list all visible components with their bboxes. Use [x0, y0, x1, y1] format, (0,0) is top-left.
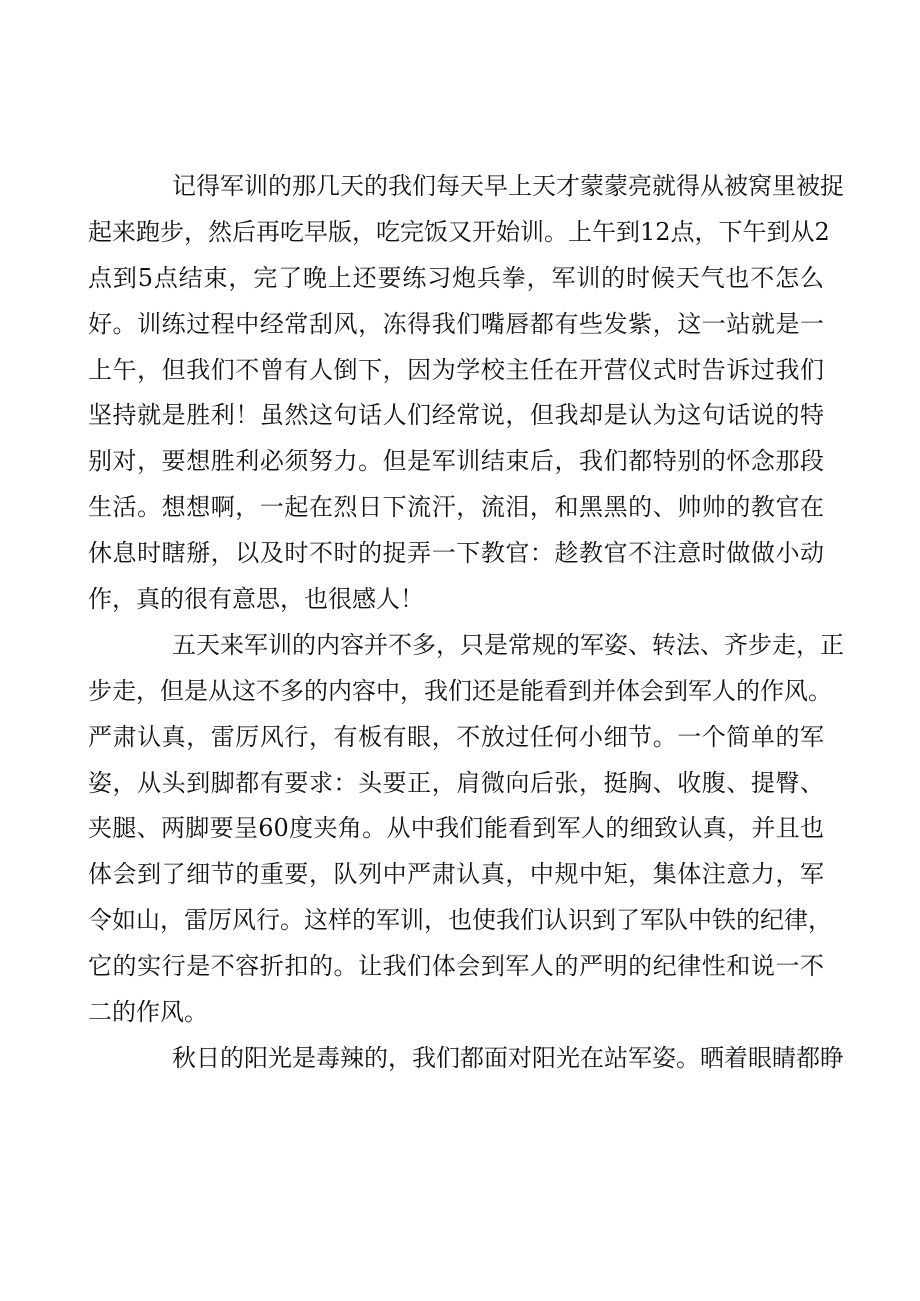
text-line: 别对，要想胜利必须努力。但是军训结束后，我们都特别的怀念那段 — [88, 447, 824, 476]
text-line: 上午，但我们不曾有人倒下，因为学校主任在开营仪式时告诉过我们 — [88, 355, 824, 384]
paragraph-3 — [172, 1036, 844, 1082]
text-line: 秋日的阳光是毒辣的，我们都面对阳光在站军姿。晒着眼睛都睁 — [172, 1043, 844, 1072]
text-line: 坚持就是胜利！虽然这句话人们经常说，但我却是认为这句话说的特 — [88, 401, 824, 430]
text-line: 二的作风。 — [88, 998, 208, 1027]
text-line: 记得军训的那几天的我们每天早上天才蒙蒙亮就得从被窝里被捉 — [172, 172, 844, 200]
text-line: 五天来军训的内容并不多，只是常规的军姿、转法、齐步走，正 — [172, 630, 844, 659]
text-line: 作，真的很有意思，也很感人！ — [88, 585, 424, 614]
text-line: 步走，但是从这不多的内容中，我们还是能看到并体会到军人的作风。 — [88, 676, 832, 705]
text-line: 它的实行是不容折扣的。让我们体会到军人的严明的纪律性和说一不 — [88, 952, 824, 981]
text-line: 严肃认真，雷厉风行，有板有眼，不放过任何小细节。一个简单的军 — [88, 722, 824, 751]
text-line: 夹腿、两脚要呈60度夹角。从中我们能看到军人的细致认真，并且也 — [88, 814, 824, 843]
text-line: 体会到了细节的重要，队列中严肃认真，中规中矩，集体注意力，军 — [88, 860, 824, 889]
paragraph-2 — [88, 623, 844, 1036]
paragraph-1 — [88, 164, 844, 623]
text-line: 姿，从头到脚都有要求：头要正，肩微向后张，挺胸、收腹、提臀、 — [88, 768, 824, 797]
document-body — [88, 164, 844, 1082]
text-line: 点到5点结束，完了晚上还要练习炮兵拳，军训的时候天气也不怎么 — [88, 263, 824, 292]
text-line: 休息时瞎掰，以及时不时的捉弄一下教官：趁教官不注意时做做小动 — [88, 539, 824, 568]
text-line: 起来跑步，然后再吃早版，吃完饭又开始训。上午到12点，下午到从2 — [88, 217, 830, 246]
text-line: 好。训练过程中经常刮风，冻得我们嘴唇都有些发紫，这一站就是一 — [88, 309, 824, 338]
text-line: 令如山，雷厉风行。这样的军训，也使我们认识到了军队中铁的纪律， — [88, 906, 832, 935]
text-line: 生活。想想啊，一起在烈日下流汗，流泪，和黑黑的、帅帅的教官在 — [88, 493, 824, 522]
